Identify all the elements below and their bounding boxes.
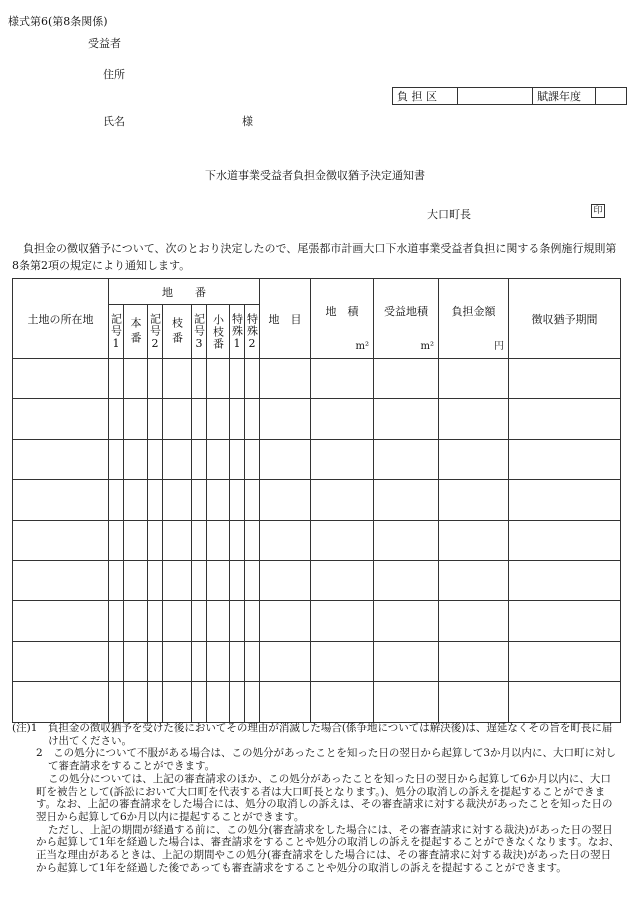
table-cell[interactable] (230, 480, 245, 520)
table-cell[interactable] (245, 641, 260, 681)
table-cell[interactable] (207, 682, 230, 722)
table-cell[interactable] (245, 520, 260, 560)
table-cell[interactable] (192, 560, 207, 600)
table-cell[interactable] (230, 399, 245, 439)
table-cell[interactable] (109, 480, 124, 520)
table-cell[interactable] (13, 399, 109, 439)
table-cell[interactable] (192, 601, 207, 641)
table-cell[interactable] (439, 682, 509, 722)
table-cell[interactable] (109, 682, 124, 722)
table-cell[interactable] (192, 682, 207, 722)
note-2: 2 この処分について不服がある場合は、この処分があったことを知った日の翌日から起算して3か月以内に、大口町に対して審査請求をすることができます。 (36, 747, 617, 773)
table-cell[interactable] (109, 641, 124, 681)
table-cell[interactable] (439, 439, 509, 479)
table-row (13, 439, 621, 479)
header-kigou3: 記号3 (192, 305, 207, 359)
table-cell[interactable] (207, 560, 230, 600)
table-cell[interactable] (163, 480, 192, 520)
table-cell[interactable] (192, 480, 207, 520)
form-number: 様式第6(第8条関係) (8, 15, 108, 28)
header-chiseki: 地 積 m² (311, 279, 374, 359)
table-cell[interactable] (374, 439, 439, 479)
table-cell[interactable] (311, 560, 374, 600)
table-cell[interactable] (124, 682, 148, 722)
table-cell[interactable] (230, 520, 245, 560)
header-koedaban: 小枝番 (207, 305, 230, 359)
table-cell[interactable] (124, 560, 148, 600)
table-cell[interactable] (509, 682, 621, 722)
table-cell[interactable] (509, 601, 621, 641)
table-cell[interactable] (311, 520, 374, 560)
table-cell[interactable] (509, 641, 621, 681)
table-cell[interactable] (13, 682, 109, 722)
seal-mark: 印 (591, 204, 605, 218)
table-cell[interactable] (230, 682, 245, 722)
table-cell[interactable] (192, 359, 207, 399)
table-cell[interactable] (148, 399, 163, 439)
header-location: 土地の所在地 (13, 279, 109, 359)
table-cell[interactable] (260, 480, 311, 520)
table-cell[interactable] (439, 601, 509, 641)
table-cell[interactable] (207, 399, 230, 439)
table-cell[interactable] (260, 359, 311, 399)
year-field[interactable] (596, 88, 627, 105)
header-chimoku: 地 目 (260, 279, 311, 359)
table-cell[interactable] (374, 682, 439, 722)
table-cell[interactable] (439, 399, 509, 439)
table-cell[interactable] (148, 480, 163, 520)
table-cell[interactable] (163, 439, 192, 479)
table-cell[interactable] (260, 560, 311, 600)
table-cell[interactable] (163, 399, 192, 439)
honorific: 様 (242, 115, 253, 128)
table-cell[interactable] (192, 520, 207, 560)
table-cell[interactable] (124, 601, 148, 641)
table-cell[interactable] (230, 601, 245, 641)
header-kigou2: 記号2 (148, 305, 163, 359)
table-cell[interactable] (439, 560, 509, 600)
table-cell[interactable] (148, 359, 163, 399)
table-cell[interactable] (13, 359, 109, 399)
table-cell[interactable] (207, 641, 230, 681)
unit-sqm: m² (420, 341, 434, 352)
note-2-para-2: この処分については、上記の審査請求のほか、この処分があったことを知った日の翌日から起算して6か月以内に、大口町を被告として(訴訟において大口町を代表する者は大口町長となります。)、処分の取消しの訴えを提起することができます。なお、上記の審査請求をした場合には、処分の取消しの訴えは、その審査請求に対する裁決があったことを知った日の翌日から起算して6か月以内に提起することができます。 (36, 772, 613, 823)
table-cell[interactable] (207, 520, 230, 560)
table-cell[interactable] (509, 359, 621, 399)
table-cell[interactable] (163, 560, 192, 600)
table-cell[interactable] (124, 641, 148, 681)
address-label: 住所 (103, 68, 125, 81)
table-cell[interactable] (148, 560, 163, 600)
table-cell[interactable] (124, 480, 148, 520)
table-row (13, 560, 621, 600)
note-2-para-3: ただし、上記の期間が経過する前に、この処分(審査請求をした場合には、その審査請求に対する裁決)があった日の翌日から起算して1年を経過した場合は、審査請求をすることや処分の取消しの訴えを提起することができなくなります。なお、正当な理由があるときは、上記の期間やこの処分(審査請求をした場合には、その審査請求に対する裁決)があった日の翌日から起算して1年を経過した後であっても審査請求をすることや処分の取消しの訴えを提起することができます。 (36, 823, 620, 874)
district-year-box (392, 87, 627, 105)
table-cell[interactable] (311, 480, 374, 520)
table-cell[interactable] (509, 480, 621, 520)
table-cell[interactable] (245, 439, 260, 479)
table-cell[interactable] (245, 601, 260, 641)
table-row (13, 682, 621, 722)
table-cell[interactable] (13, 560, 109, 600)
table-cell[interactable] (245, 399, 260, 439)
table-cell[interactable] (245, 682, 260, 722)
table-cell[interactable] (109, 560, 124, 600)
table-cell[interactable] (124, 439, 148, 479)
table-cell[interactable] (230, 560, 245, 600)
table-cell[interactable] (13, 439, 109, 479)
table-cell[interactable] (163, 601, 192, 641)
table-cell[interactable] (13, 480, 109, 520)
table-cell[interactable] (230, 439, 245, 479)
table-cell[interactable] (207, 480, 230, 520)
table-cell[interactable] (192, 439, 207, 479)
table-cell[interactable] (260, 399, 311, 439)
table-cell[interactable] (13, 520, 109, 560)
unit-sqm: m² (355, 341, 369, 352)
name-label: 氏名 (103, 115, 125, 128)
table-cell[interactable] (109, 439, 124, 479)
table-cell[interactable] (439, 480, 509, 520)
table-cell[interactable] (260, 682, 311, 722)
table-cell[interactable] (163, 641, 192, 681)
deferral-table (12, 278, 621, 723)
table-cell[interactable] (311, 359, 374, 399)
table-cell[interactable] (374, 641, 439, 681)
table-cell[interactable] (374, 480, 439, 520)
table-cell[interactable] (230, 359, 245, 399)
table-cell[interactable] (374, 399, 439, 439)
document-title: 下水道事業受益者負担金徴収猶予決定通知書 (205, 169, 425, 182)
table-cell[interactable] (230, 641, 245, 681)
table-cell[interactable] (374, 601, 439, 641)
table-cell[interactable] (311, 399, 374, 439)
header-tokushu1: 特殊1 (230, 305, 245, 359)
district-label: 負 担 区 (393, 88, 458, 105)
table-row (13, 359, 621, 399)
table-cell[interactable] (109, 601, 124, 641)
header-amount: 負担金額 円 (439, 279, 509, 359)
table-row (13, 399, 621, 439)
table-cell[interactable] (163, 682, 192, 722)
year-label: 賦課年度 (533, 88, 596, 105)
table-cell[interactable] (509, 439, 621, 479)
table-cell[interactable] (163, 359, 192, 399)
table-cell[interactable] (124, 399, 148, 439)
table-cell[interactable] (148, 601, 163, 641)
table-cell[interactable] (245, 359, 260, 399)
table-cell[interactable] (311, 682, 374, 722)
table-cell[interactable] (260, 601, 311, 641)
table-cell[interactable] (374, 520, 439, 560)
header-honban: 本番 (124, 305, 148, 359)
issuer: 大口町長 (427, 208, 471, 221)
intro-text: 負担金の徴収猶予について、次のとおり決定したので、尾張都市計画大口下水道事業受益者負担に関する条例施行規則第8条第2項の規定により通知します。 (12, 242, 617, 272)
table-cell[interactable] (439, 520, 509, 560)
table-cell[interactable] (509, 399, 621, 439)
header-edaban: 枝番 (163, 305, 192, 359)
table-row (13, 520, 621, 560)
table-row (13, 480, 621, 520)
table-cell[interactable] (192, 399, 207, 439)
header-kigou1: 記号1 (109, 305, 124, 359)
unit-yen: 円 (494, 341, 504, 352)
table-cell[interactable] (260, 641, 311, 681)
table-cell[interactable] (207, 439, 230, 479)
table-cell[interactable] (124, 520, 148, 560)
table-cell[interactable] (439, 359, 509, 399)
table-cell[interactable] (148, 439, 163, 479)
table-cell[interactable] (109, 399, 124, 439)
table-cell[interactable] (260, 439, 311, 479)
table-cell[interactable] (148, 520, 163, 560)
table-cell[interactable] (439, 641, 509, 681)
table-cell[interactable] (207, 359, 230, 399)
table-cell[interactable] (311, 601, 374, 641)
header-period: 徴収猶予期間 (509, 279, 621, 359)
district-field[interactable] (458, 88, 533, 105)
table-cell[interactable] (124, 359, 148, 399)
note-1: (注)1 負担金の徴収猶予を受けた後においてその理由が消滅した場合(係争地については解決後)は、遅延なくその旨を町長に届け出てください。 (12, 722, 613, 747)
table-row (13, 641, 621, 681)
table-cell[interactable] (13, 601, 109, 641)
table-cell[interactable] (109, 359, 124, 399)
table-cell[interactable] (374, 359, 439, 399)
table-cell[interactable] (163, 520, 192, 560)
header-juekichiseki: 受益地積 m² (374, 279, 439, 359)
table-cell[interactable] (109, 520, 124, 560)
table-cell[interactable] (245, 560, 260, 600)
notes (12, 722, 620, 874)
header-chiban: 地 番 (109, 279, 260, 305)
table-cell[interactable] (509, 520, 621, 560)
table-cell[interactable] (148, 641, 163, 681)
table-cell[interactable] (311, 641, 374, 681)
table-cell[interactable] (374, 560, 439, 600)
table-row (13, 601, 621, 641)
table-cell[interactable] (192, 641, 207, 681)
table-cell[interactable] (260, 520, 311, 560)
table-cell[interactable] (13, 641, 109, 681)
table-cell[interactable] (311, 439, 374, 479)
table-cell[interactable] (245, 480, 260, 520)
recipient-label: 受益者 (88, 37, 121, 50)
header-tokushu2: 特殊2 (245, 305, 260, 359)
table-cell[interactable] (207, 601, 230, 641)
table-cell[interactable] (509, 560, 621, 600)
table-cell[interactable] (148, 682, 163, 722)
